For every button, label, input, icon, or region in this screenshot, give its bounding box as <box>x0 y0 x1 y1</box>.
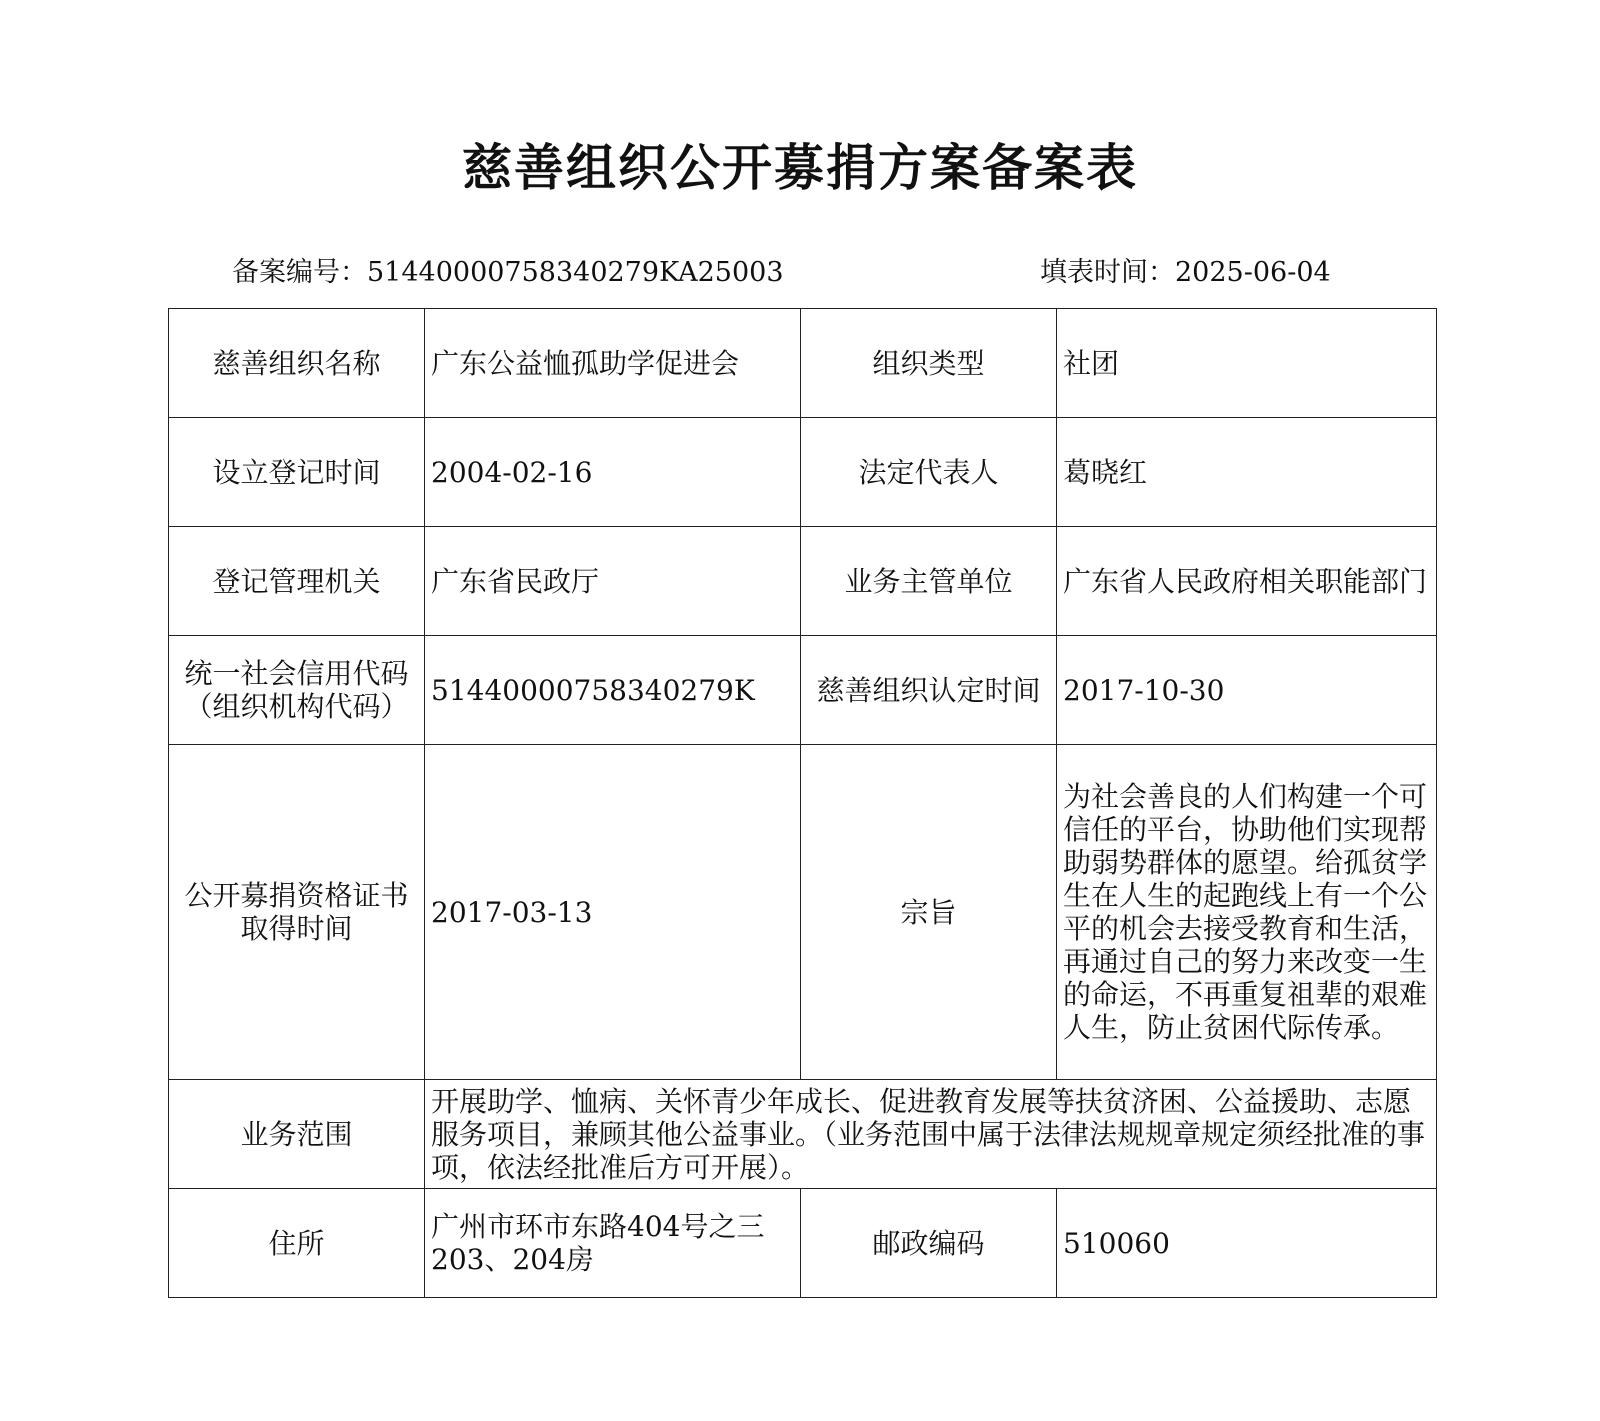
page-title: 慈善组织公开募捐方案备案表 <box>462 139 1138 197</box>
filing-table <box>168 308 1437 1298</box>
recognition-date-value: 2017-10-30 <box>1057 636 1437 745</box>
recognition-date-label: 慈善组织认定时间 <box>801 636 1057 745</box>
table-row <box>169 745 1437 1080</box>
legal-rep-value: 葛晓红 <box>1057 418 1437 527</box>
purpose-value: 为社会善良的人们构建一个可信任的平台，协助他们实现帮助弱势群体的愿望。给孤贫学生在人生的起跑线上有一个公平的机会去接受教育和生活，再通过自己的努力来改变一生的命运，不再重复祖辈的艰难人生，防止贫困代际传承。 <box>1057 745 1437 1080</box>
table-row <box>169 1189 1437 1298</box>
table-row <box>169 527 1437 636</box>
postcode-value: 510060 <box>1057 1189 1437 1298</box>
reg-authority-value: 广东省民政厅 <box>425 527 801 636</box>
address-value: 广州市环市东路404号之三 203、204房 <box>425 1189 801 1298</box>
table-row <box>169 636 1437 745</box>
supervisor-label: 业务主管单位 <box>801 527 1057 636</box>
supervisor-value: 广东省人民政府相关职能部门 <box>1057 527 1437 636</box>
address-label: 住所 <box>169 1189 425 1298</box>
cert-date-label: 公开募捐资格证书取得时间 <box>169 745 425 1080</box>
legal-rep-label: 法定代表人 <box>801 418 1057 527</box>
fill-date: 填表时间：2025-06-04 <box>1040 257 1331 288</box>
purpose-label: 宗旨 <box>801 745 1057 1080</box>
table-row <box>169 418 1437 527</box>
credit-code-value: 51440000758340279K <box>425 636 801 745</box>
record-number: 备案编号：51440000758340279KA25003 <box>232 257 784 288</box>
table-row <box>169 309 1437 418</box>
reg-authority-label: 登记管理机关 <box>169 527 425 636</box>
org-type-value: 社团 <box>1057 309 1437 418</box>
reg-date-label: 设立登记时间 <box>169 418 425 527</box>
table-row <box>169 1080 1437 1189</box>
postcode-label: 邮政编码 <box>801 1189 1057 1298</box>
scope-value: 开展助学、恤病、关怀青少年成长、促进教育发展等扶贫济困、公益援助、志愿服务项目，兼顾其他公益事业。（业务范围中属于法律法规规章规定须经批准的事项，依法经批准后方可开展）。 <box>425 1080 1437 1189</box>
org-name-value: 广东公益恤孤助学促进会 <box>425 309 801 418</box>
org-name-label: 慈善组织名称 <box>169 309 425 418</box>
credit-code-label: 统一社会信用代码（组织机构代码） <box>169 636 425 745</box>
cert-date-value: 2017-03-13 <box>425 745 801 1080</box>
org-type-label: 组织类型 <box>801 309 1057 418</box>
scope-label: 业务范围 <box>169 1080 425 1189</box>
reg-date-value: 2004-02-16 <box>425 418 801 527</box>
